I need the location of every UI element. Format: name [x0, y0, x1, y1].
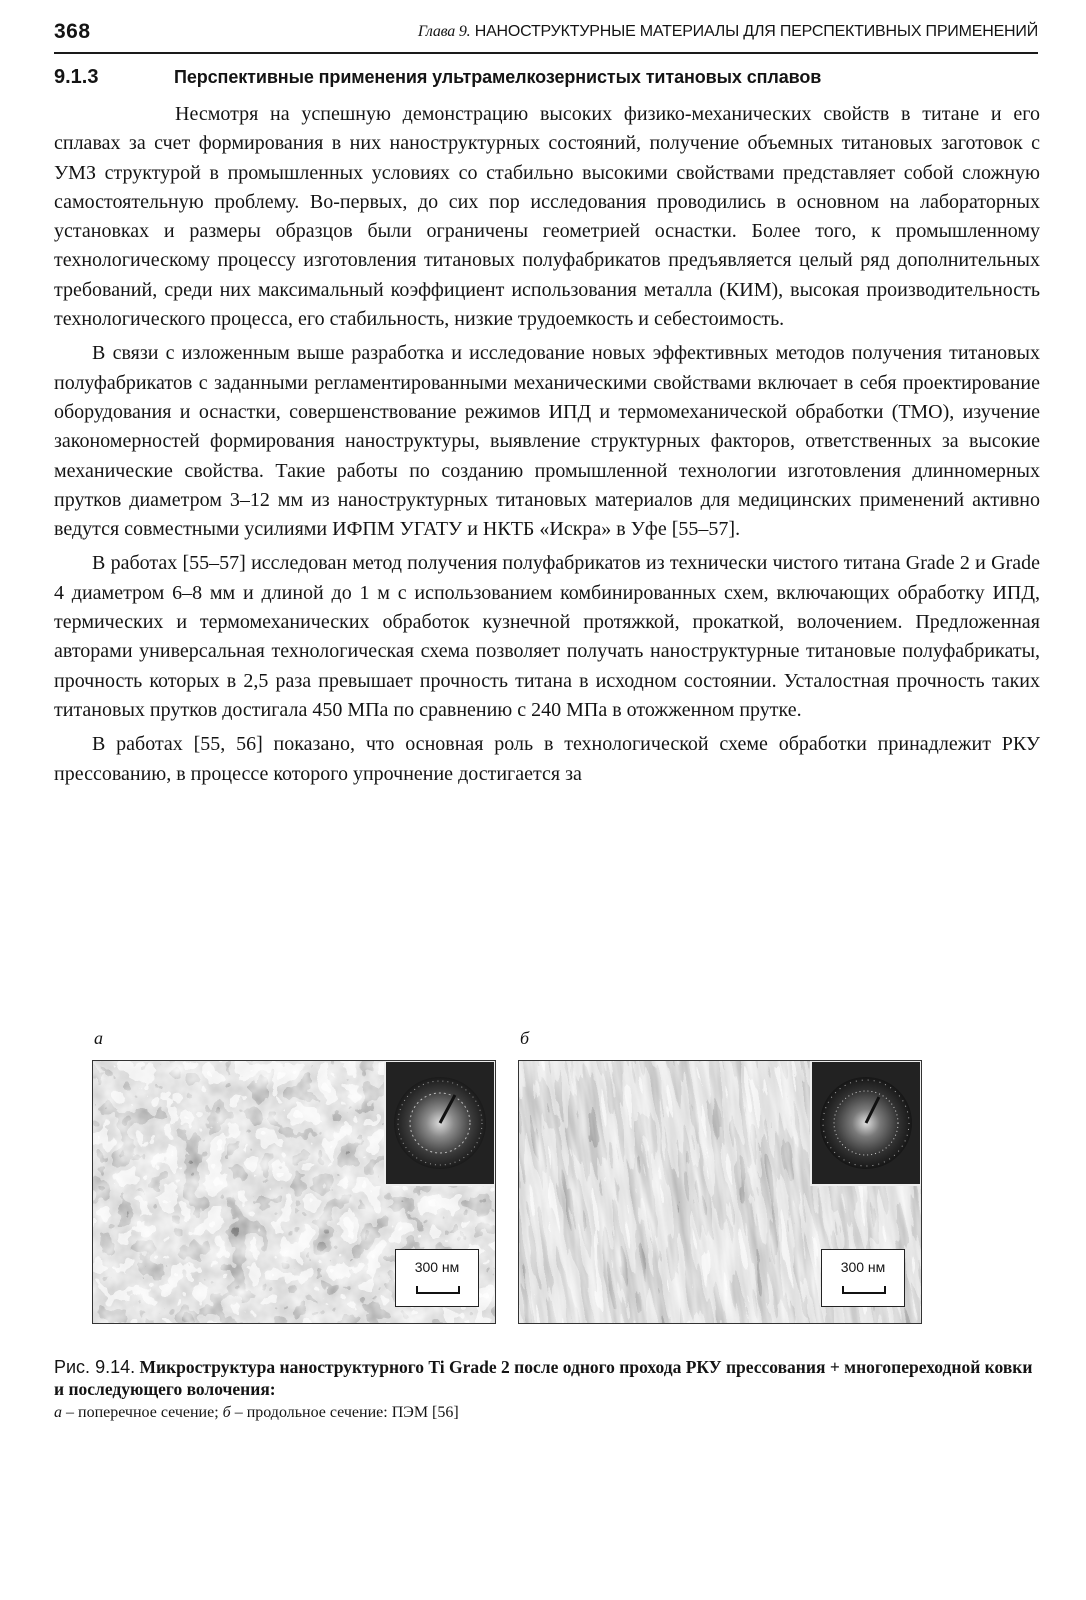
running-header — [54, 18, 1038, 54]
chapter-label: Глава 9. — [417, 23, 471, 40]
caption-sub-b-text: – продольное сечение: ПЭМ [56] — [230, 1404, 459, 1421]
section-title: Перспективные применения ультрамелкозернистых титановых сплавов — [174, 67, 822, 87]
micrograph-cross-section — [92, 1060, 496, 1324]
caption-sub-b-label: б — [222, 1404, 231, 1421]
scale-label-a: 300 нм — [414, 1259, 460, 1275]
figure-9-14 — [54, 1024, 1040, 1334]
paragraph: В связи с изложенным выше разработка и исследование новых эффективных методов получения титановых полуфабрикатов с заданными регламентированными механическими свойствами включает в себя проектирование оборудования и оснастки, совершенствование режимов ИПД и термомеханической обработки (ТМО), изучение закономерностей формирования наноструктуры, выявление структурных факторов, ответственных за высокие механические свойства. Такие работы по созданию промышленной технологии изготовления длинномерных прутков диаметром 3–12 мм из наноструктурных титановых материалов для медицинских применений активно ведутся совместными усилиями ИФПМ УГАТУ и НКТБ «Искра» в Уфе [55–57]. — [54, 342, 1040, 541]
caption-title: Микроструктура наноструктурного Ti Grade 2 после одного прохода РКУ прессования + многопереходной ковки и последующего волочения: — [54, 1357, 1033, 1399]
panel-label-a: а — [94, 1028, 103, 1048]
page-number: 368 — [54, 20, 91, 43]
body-text — [54, 100, 1040, 794]
caption-sub-a-text: – поперечное сечение; — [62, 1404, 223, 1421]
section-number: 9.1.3 — [54, 66, 99, 88]
scale-bar-line-a — [416, 1286, 460, 1294]
paragraph: Несмотря на успешную демонстрацию высоких физико-механических свойств в титане и его сплавах за счет формирования в них наноструктурных состояний, получение объемных титановых заготовок с УМЗ структурой в промышленных условиях со стабильно высокими свойствами представляет собой сложную самостоятельную проблему. Во-первых, до сих пор исследования проводились в основном на лабораторных установках и размеры образцов были ограничены геометрией оснастки. Более того, к промышленному технологическому процессу изготовления титановых полуфабрикатов предъявляется целый ряд дополнительных требований, среди них максимальный коэффициент использования металла (КИМ), высокая производительность технологического процесса, его стабильность, низкие трудоемкость и себестоимость. — [54, 103, 1040, 331]
paragraph: В работах [55, 56] показано, что основная роль в технологической схеме обработки принадлежит РКУ прессованию, в процессе которого упрочнение достигается за — [54, 733, 1040, 785]
scale-label-b: 300 нм — [840, 1259, 886, 1275]
micrograph-longitudinal-section — [518, 1060, 922, 1324]
paragraph: В работах [55–57] исследован метод получения полуфабрикатов из технически чистого титана Grade 2 и Grade 4 диаметром 6–8 мм и длиной до 1 м с использованием комбинированных схем, включающих обработку ИПД, термических и термомеханических обработок кузнечной протяжкой, прокаткой, волочением. Предложенная авторами универсальная технологическая схема позволяет получать наноструктурные титановые полуфабрикаты, прочность которых в 2,5 раза превышает прочность титана в исходном состоянии. Усталостная прочность таких титановых прутков достигала 450 МПа по сравнению с 240 МПа в отожженном прутке. — [54, 552, 1040, 721]
figure-caption — [54, 1356, 1040, 1424]
caption-sub-a-label: а — [54, 1404, 62, 1421]
scale-bar-a — [395, 1249, 479, 1307]
scale-bar-b — [821, 1249, 905, 1307]
chapter-header — [418, 23, 1038, 41]
section-heading — [54, 66, 1044, 89]
caption-subtitle — [54, 1402, 1040, 1424]
panel-label-b: б — [520, 1028, 530, 1048]
chapter-title: НАНОСТРУКТУРНЫЕ МАТЕРИАЛЫ ДЛЯ ПЕРСПЕКТИВНЫХ ПРИМЕНЕНИЙ — [474, 23, 1038, 40]
scale-bar-line-b — [842, 1286, 886, 1294]
caption-number: Рис. 9.14. — [54, 1357, 136, 1377]
